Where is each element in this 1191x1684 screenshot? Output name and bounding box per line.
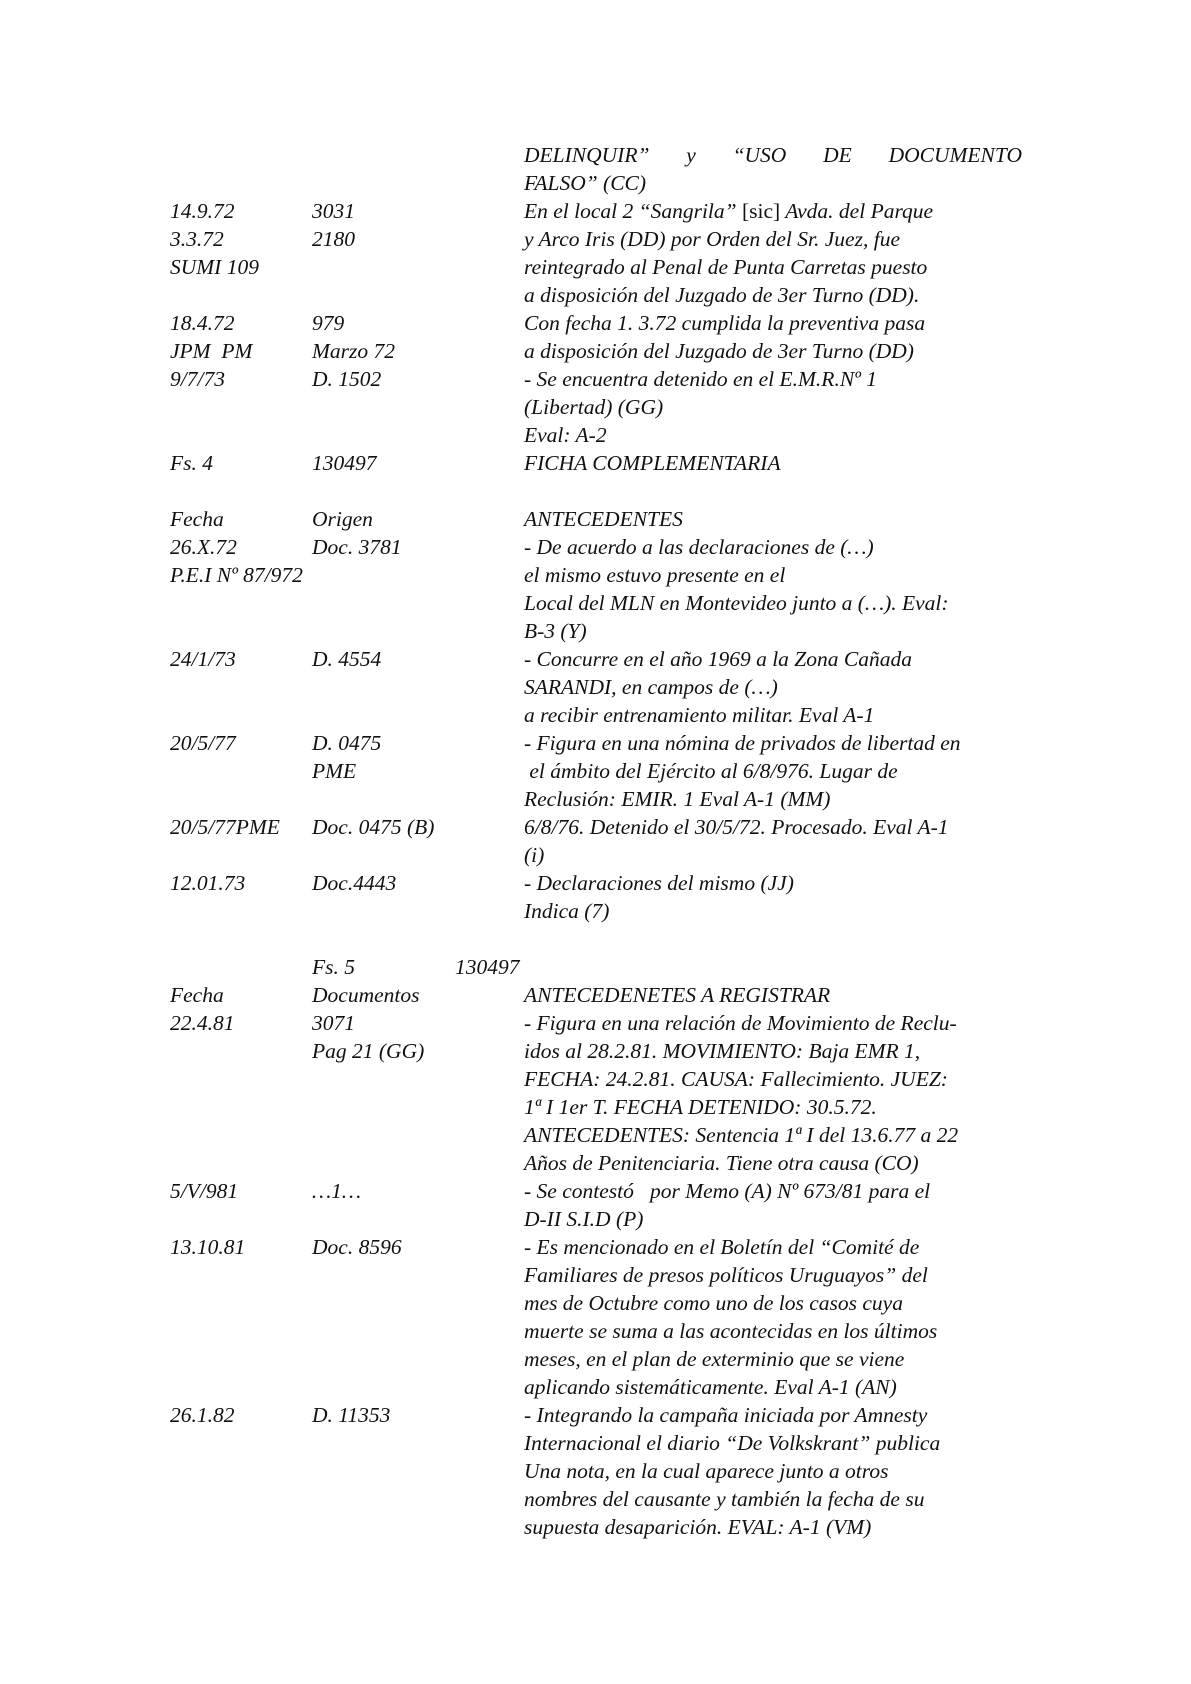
entry-text: - Declaraciones del mismo (JJ) bbox=[524, 871, 794, 895]
entry-text: - Integrando la campaña iniciada por Amnesty bbox=[524, 1403, 928, 1427]
entry-text: Una nota, en la cual aparece junto a otros bbox=[524, 1459, 889, 1483]
entry-text: aplicando sistemáticamente. Eval A-1 (AN) bbox=[524, 1375, 897, 1399]
date-cell: 20/5/77PME bbox=[170, 815, 280, 839]
entry-text: el mismo estuvo presente en el bbox=[524, 563, 786, 587]
date-cell: 18.4.72 bbox=[170, 311, 235, 335]
entry-text: 1ª I 1er T. FECHA DETENIDO: 30.5.72. bbox=[524, 1095, 877, 1119]
entry-text: Internacional el diario “De Volkskrant” publica bbox=[524, 1431, 941, 1455]
doc-cell: D. 11353 bbox=[312, 1403, 391, 1427]
folio-number: 130497 bbox=[455, 955, 520, 979]
date-cell: 26.1.82 bbox=[170, 1403, 235, 1427]
entry-text: - Se encuentra detenido en el E.M.R.Nº 1 bbox=[524, 367, 877, 391]
entry-text: Eval: A-2 bbox=[524, 423, 607, 447]
column-header-antecedentes: ANTECEDENTES bbox=[524, 507, 683, 531]
entry-text: - De acuerdo a las declaraciones de (…) bbox=[524, 535, 874, 559]
entry-text: idos al 28.2.81. MOVIMIENTO: Baja EMR 1, bbox=[524, 1039, 921, 1063]
doc-cell: D. 1502 bbox=[312, 367, 382, 391]
entry-text: Reclusión: EMIR. 1 Eval A-1 (MM) bbox=[524, 787, 831, 811]
doc-cell: Doc. 8596 bbox=[312, 1235, 402, 1259]
doc-cell: D. 0475 bbox=[312, 731, 382, 755]
doc-cell: 979 bbox=[312, 311, 345, 335]
column-header-antecedentes: ANTECEDENETES A REGISTRAR bbox=[524, 983, 831, 1007]
doc-cell: 3071 bbox=[312, 1011, 355, 1035]
doc-cell: Doc. 3781 bbox=[312, 535, 402, 559]
entry-text: mes de Octubre como uno de los casos cuya bbox=[524, 1291, 903, 1315]
folio-label: Fs. 5 bbox=[312, 955, 355, 979]
entry-text: 6/8/76. Detenido el 30/5/72. Procesado. Eval A-1 bbox=[524, 815, 949, 839]
doc-cell: Doc.4443 bbox=[312, 871, 397, 895]
entry-text: Indica (7) bbox=[524, 899, 610, 923]
header-line: FALSO” (CC) bbox=[524, 171, 647, 195]
date-cell: 9/7/73 bbox=[170, 367, 225, 391]
entry-text: B-3 (Y) bbox=[524, 619, 587, 643]
doc-cell: 3031 bbox=[312, 199, 355, 223]
entry-text: a disposición del Juzgado de 3er Turno (DD). bbox=[524, 283, 920, 307]
entry-text: - Se contestó por Memo (A) Nº 673/81 para el bbox=[524, 1179, 931, 1203]
date-cell: JPM PM bbox=[170, 339, 253, 363]
date-cell: 3.3.72 bbox=[170, 227, 224, 251]
column-header-fecha: Fecha bbox=[170, 507, 224, 531]
date-cell: 13.10.81 bbox=[170, 1235, 246, 1259]
entry-text: - Es mencionado en el Boletín del “Comité de bbox=[524, 1235, 920, 1259]
entry-text: ANTECEDENTES: Sentencia 1ª I del 13.6.77 a 22 bbox=[524, 1123, 959, 1147]
doc-cell: Marzo 72 bbox=[312, 339, 396, 363]
column-header-origen: Origen bbox=[312, 507, 373, 531]
entry-text: Local del MLN en Montevideo junto a (…). Eval: bbox=[524, 591, 949, 615]
header-line: DELINQUIR” y “USO DE DOCUMENTO bbox=[524, 143, 1022, 167]
entry-text: a recibir entrenamiento militar. Eval A-1 bbox=[524, 703, 875, 727]
entry-text: (i) bbox=[524, 843, 545, 867]
entry-text: Familiares de presos políticos Uruguayos” del bbox=[524, 1263, 928, 1287]
section-title: FICHA COMPLEMENTARIA bbox=[524, 451, 781, 475]
entry-text: FECHA: 24.2.81. CAUSA: Fallecimiento. JUEZ: bbox=[524, 1067, 948, 1091]
entry-text: - Figura en una relación de Movimiento de Reclu- bbox=[524, 1011, 957, 1035]
date-cell: 14.9.72 bbox=[170, 199, 235, 223]
date-cell: 22.4.81 bbox=[170, 1011, 235, 1035]
date-cell: P.E.I Nº 87/972 bbox=[170, 563, 303, 587]
folio-label: Fs. 4 bbox=[170, 451, 213, 475]
date-cell: 26.X.72 bbox=[170, 535, 237, 559]
doc-cell: Doc. 0475 (B) bbox=[312, 815, 435, 839]
entry-text: supuesta desaparición. EVAL: A-1 (VM) bbox=[524, 1515, 872, 1539]
entry-text: - Figura en una nómina de privados de libertad en bbox=[524, 731, 961, 755]
doc-cell: PME bbox=[312, 759, 357, 783]
doc-cell: 2180 bbox=[312, 227, 355, 251]
entry-text: a disposición del Juzgado de 3er Turno (DD) bbox=[524, 339, 914, 363]
column-header-fecha: Fecha bbox=[170, 983, 224, 1007]
entry-text: D-II S.I.D (P) bbox=[524, 1207, 644, 1231]
doc-cell: Pag 21 (GG) bbox=[312, 1039, 425, 1063]
entry-text: muerte se suma a las acontecidas en los últimos bbox=[524, 1319, 938, 1343]
entry-text: el ámbito del Ejército al 6/8/976. Lugar de bbox=[524, 759, 898, 783]
entry-text: meses, en el plan de exterminio que se viene bbox=[524, 1347, 905, 1371]
date-cell: 12.01.73 bbox=[170, 871, 246, 895]
date-cell: SUMI 109 bbox=[170, 255, 259, 279]
entry-text: nombres del causante y también la fecha de su bbox=[524, 1487, 925, 1511]
entry-text: Con fecha 1. 3.72 cumplida la preventiva pasa bbox=[524, 311, 926, 335]
column-header-documentos: Documentos bbox=[312, 983, 420, 1007]
folio-number: 130497 bbox=[312, 451, 377, 475]
doc-cell: …1… bbox=[312, 1179, 361, 1203]
entry-text: SARANDI, en campos de (…) bbox=[524, 675, 778, 699]
entry-text: (Libertad) (GG) bbox=[524, 395, 664, 419]
entry-text: Años de Penitenciaria. Tiene otra causa (CO) bbox=[524, 1151, 919, 1175]
entry-text: - Concurre en el año 1969 a la Zona Cañada bbox=[524, 647, 912, 671]
entry-text: reintegrado al Penal de Punta Carretas puesto bbox=[524, 255, 928, 279]
entry-text: y Arco Iris (DD) por Orden del Sr. Juez, fue bbox=[524, 227, 900, 251]
date-cell: 24/1/73 bbox=[170, 647, 236, 671]
date-cell: 20/5/77 bbox=[170, 731, 236, 755]
doc-cell: D. 4554 bbox=[312, 647, 382, 671]
entry-text: En el local 2 “Sangrila” [sic] Avda. del Parque bbox=[524, 199, 934, 223]
date-cell: 5/V/981 bbox=[170, 1179, 239, 1203]
